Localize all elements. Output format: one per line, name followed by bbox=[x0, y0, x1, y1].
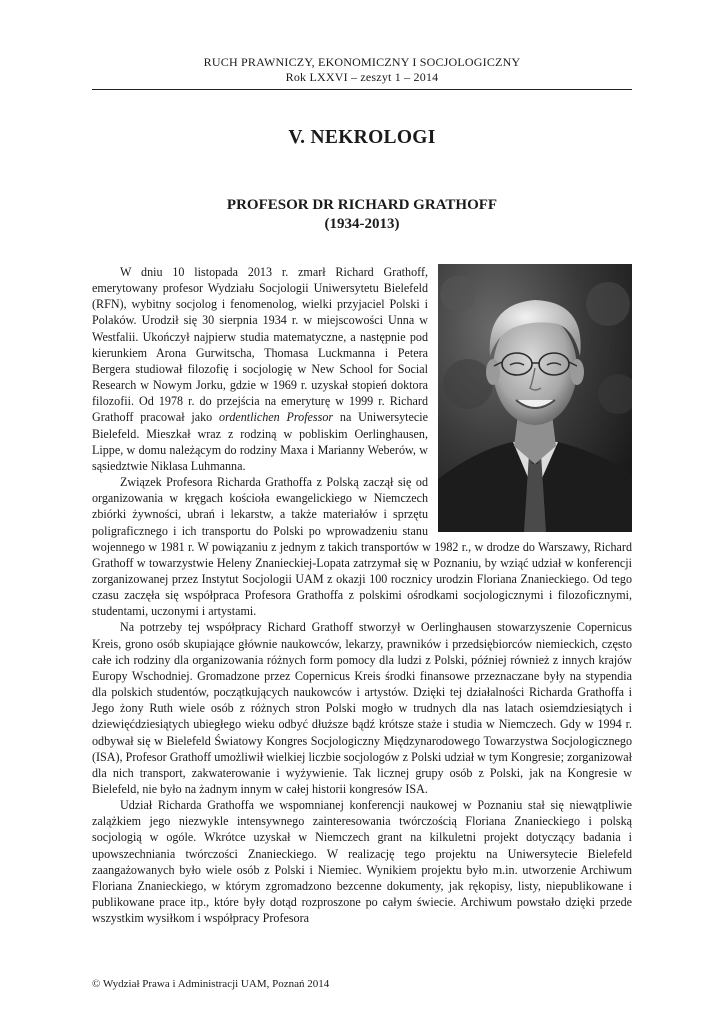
paragraph-1-emphasis: ordentlichen Professor bbox=[219, 410, 334, 425]
paragraph-1-part-b: na Uniwersytecie Bielefeld. Mieszkał wraz z rodziną w pobliskim Oerlinghausen, Lippe, w domu należącym do rodziny Maxa i Marianny Weberów, w sąsiedztwie Niklasa Luhmanna. bbox=[92, 410, 428, 473]
article-name: PROFESOR DR RICHARD GRATHOFF bbox=[226, 197, 498, 213]
article-body bbox=[92, 264, 632, 926]
header-rule bbox=[92, 89, 632, 90]
portrait-photo bbox=[438, 264, 632, 532]
paragraph-2: Związek Profesora Richarda Grathoffa z Polską zaczął się od organizowania w kręgach kościoła ewangelickiego w Niemczech zbiórki żywności, ubrań i lekarstw, a także materiałów i sprzętu poligraficznego i ich transportu do Polski po wprowadzeniu stanu wojennego w 1981 r. W powiązaniu z jednym z takich transportów w 1982 r., w drodze do Warszawy, Richard Grathoff w towarzystwie Heleny Znanieckiej-Lopata zatrzymał się w Poznaniu, by wziąć udział w konferencji zorganizowanej przez Instytut Socjologii UAM z okazji 100 rocznicy urodzin Floriana Znanieckiego. Od tego czasu zaczęła się współpraca Profesora Grathoffa z polskimi ośrodkami socjologicznymi i filozoficznymi, studentami, uczonymi i artystami. bbox=[92, 475, 632, 619]
running-header bbox=[92, 55, 632, 85]
article-years: (1934-2013) bbox=[324, 216, 400, 232]
paragraph-1-part-a: W dniu 10 listopada 2013 r. zmarł Richard Grathoff, emerytowany profesor Wydziału Socjologii Uniwersytetu Bielefeld (RFN), wybitny socjolog i fenomenolog, wielki przyjaciel Polski i Polaków. Urodził się 30 sierpnia 1934 r. w miejscowości Unna w Westfalii. Ukończył najpierw studia matematyczne, a następnie pod kierunkiem Arona Gurwitscha, Thomasa Luckmanna i Petera Bergera studiował filozofię i socjologię w New School for Social Research w Nowym Jorku, gdzie w 1969 r. uzyskał stopień doktora filozofii. Od 1978 r. do przejścia na emeryturę w 1999 r. Richard Grathoff pracował jako bbox=[92, 265, 428, 425]
section-title: V. NEKROLOGI bbox=[288, 127, 436, 148]
paragraph-4: Udział Richarda Grathoffa we wspomnianej konferencji naukowej w Poznaniu stał się niewątpliwie zalążkiem jego niezwykle intensywnego zainteresowania twórczością Floriana Znanieckiego i polską socjologią w ogóle. Wkrótce uzyskał w Niemczech grant na kilkuletni projekt dotyczący badania i upowszechniania twórczości Znanieckiego. W realizację tego projektu na Uniwersytecie Bielefeld zaangażowanych było wiele osób z Polski i Niemiec. Wynikiem projektu było m.in. utworzenie Archiwum Floriana Znanieckiego, w którym zgromadzono bezcenne dokumenty, jak rękopisy, listy, niepublikowane i publikowane prace itp., które były dotąd rozproszone po całym świecie. Archiwum powstało dzięki przede wszystkim wysiłkom i współpracy Profesora bbox=[92, 798, 632, 926]
journal-name: RUCH PRAWNICZY, EKONOMICZNY I SOCJOLOGICZNY bbox=[203, 55, 521, 69]
copyright-footer: © Wydział Prawa i Administracji UAM, Poznań 2014 bbox=[92, 978, 330, 990]
article-title bbox=[92, 196, 632, 234]
issue-info: Rok LXXVI – zeszyt 1 – 2014 bbox=[285, 70, 439, 84]
paragraph-3: Na potrzeby tej współpracy Richard Grathoff stworzył w Oerlinghausen stowarzyszenie Copernicus Kreis, grono osób skupiające głównie naukowców, lekarzy, prawników i przedsiębiorców niemieckich, często całe ich rodziny dla organizowania różnych form pomocy dla ludzi z Polski, później również z innych krajów Europy Wschodniej. Gromadzone przez Copernicus Kreis środki finansowe przeznaczane były na stypendia dla polskich studentów, początkujących naukowców i artystów. Dzięki tej działalności Richarda Grathoffa i Jego żony Ruth wiele osób z różnych stron Polski mogło w trudnych dla nas latach osiemdziesiątych i dziewięćdziesiątych ubiegłego wieku odbyć dłuższe bądź krótsze staże i studia w Niemczech. Gdy w 1994 r. odbywał się w Bielefeld Światowy Kongres Socjologiczny Międzynarodowego Towarzystwa Socjologicznego (ISA), Profesor Grathoff umożliwił wielkiej liczbie socjologów z Polski udział w tym Kongresie; zorganizował dla nich transport, zakwaterowanie i wyżywienie. Tak licznej grupy osób z Polski, jak na Kongresie w Bielefeld, nie było na żadnym innym w całej historii kongresów ISA. bbox=[92, 620, 632, 796]
